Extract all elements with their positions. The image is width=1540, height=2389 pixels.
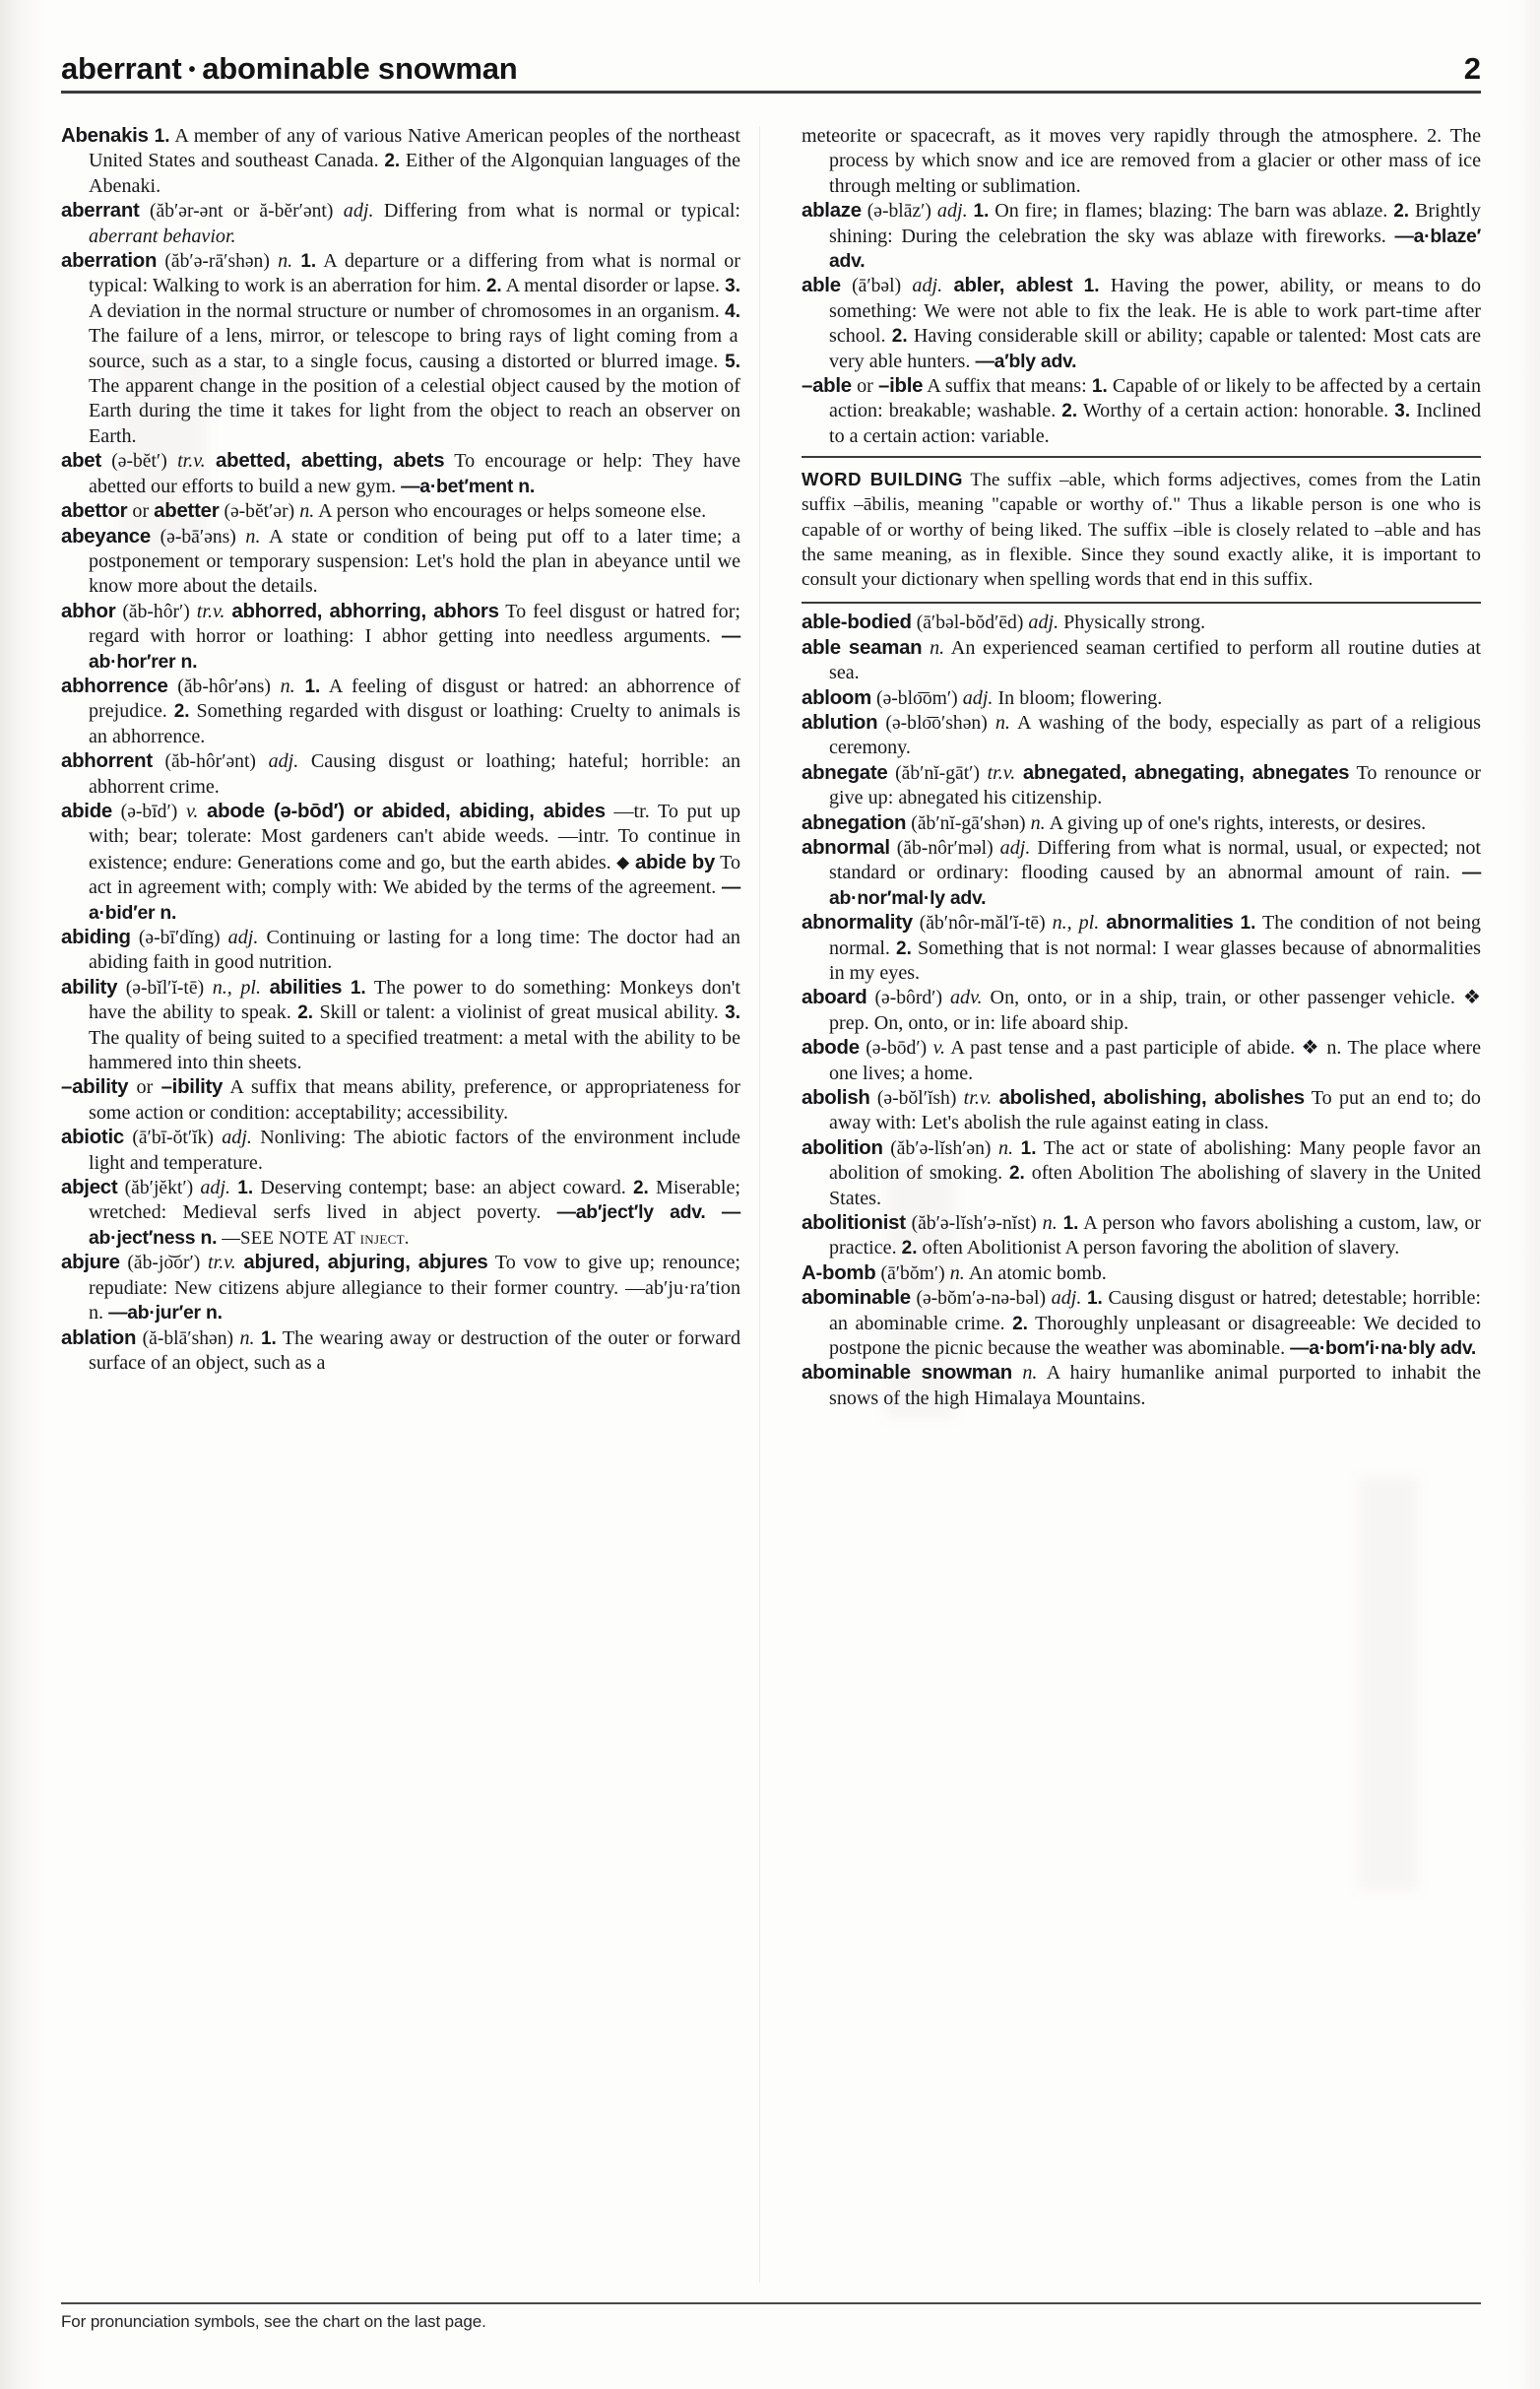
entry-definition: Causing disgust or hatred; detestable; horrible: an abominable crime. <box>829 1287 1481 1334</box>
sense-number: 1. <box>1091 376 1108 398</box>
entry-definition: The failure of a lens, mirror, or telescope to bring rays of light coming from a source, such as a star, to a single focus, causing a distorted or blurred image. <box>89 325 738 372</box>
entry-example: aberrant behavior. <box>89 225 236 247</box>
dictionary-entry <box>61 600 740 675</box>
entry-part-of-speech: n. <box>299 500 315 523</box>
entry-headword: aberration <box>61 250 158 273</box>
entry-pronunciation: (ə-bā′əns) <box>160 526 236 548</box>
entry-run-on-form: —a·bid′er n. <box>89 876 740 924</box>
entry-run-on-form: —a·bom′i·na·bly adv. <box>1290 1337 1477 1360</box>
sense-number: 2. <box>1008 1163 1025 1185</box>
entry-part-of-speech: adj. <box>912 275 943 297</box>
entry-headword: ability <box>61 976 118 999</box>
entry-variant: –ibility <box>160 1076 224 1099</box>
dictionary-entry <box>61 675 740 749</box>
scan-edge-shadow-right <box>1507 0 1540 2389</box>
entry-definition: Nonliving: The abiotic factors of the environment include light and temperature. <box>89 1127 740 1174</box>
dictionary-entry <box>802 274 1481 374</box>
entry-part-of-speech: adj. <box>200 1177 231 1199</box>
entry-inflections: abetted, abetting, abets <box>216 450 445 473</box>
sense-number: 2. <box>891 326 908 348</box>
dictionary-entry <box>802 374 1481 449</box>
entry-pronunciation: (ə-blo͞om′) <box>876 687 958 709</box>
entry-part-of-speech: n. <box>245 525 261 548</box>
word-building-box <box>802 456 1481 604</box>
entry-part-of-speech: n. <box>1042 1212 1058 1235</box>
entry-headword: abhor <box>61 600 116 622</box>
entry-part-of-speech: n. <box>278 250 293 273</box>
sense-number: 2. <box>896 937 912 959</box>
dictionary-entry <box>61 449 740 499</box>
sense-number: 2. <box>173 701 190 723</box>
dictionary-entry <box>61 1251 740 1325</box>
entry-part-of-speech: tr.v. <box>196 600 225 622</box>
running-head-left: aberrant <box>61 51 182 86</box>
entry-definition: In bloom; flowering. <box>993 686 1163 709</box>
dictionary-entry <box>61 199 740 249</box>
sense-number: 3. <box>725 1002 740 1024</box>
entry-continuation-text: meteorite or spacecraft, as it moves very rapidly through the atmosphere. 2. The process by which snow and ice are removed from a glacier or other mass of ice through melting or sublimation. <box>802 125 1481 197</box>
entry-headword: abolish <box>802 1087 870 1110</box>
entry-run-on-form: —ab·hor′rer n. <box>89 625 740 673</box>
entry-definition: To feel disgust or hatred for; regard with horror or loathing: I abhor getting into needless arguments. <box>89 600 740 648</box>
entry-part-of-speech: adj. <box>1028 612 1059 634</box>
entry-pronunciation: (ā′bŏm′) <box>880 1262 945 1284</box>
dictionary-entry <box>61 749 740 800</box>
entry-definition: An experienced seaman certified to perform all routine duties at sea. <box>829 636 1481 684</box>
entry-part-of-speech: adj. <box>1051 1287 1082 1310</box>
entry-headword: abiding <box>61 927 131 948</box>
entry-definition: The power to do something: Monkeys don't have the ability to speak. <box>89 976 740 1024</box>
entry-part-of-speech: n., pl. <box>1052 912 1100 935</box>
dictionary-entry <box>802 761 1481 811</box>
entry-definition: The wearing away or destruction of the outer or forward surface of an object, such as a <box>89 1326 741 1374</box>
running-head-right: abominable snowman <box>202 51 518 86</box>
entry-part-of-speech: adj. <box>268 750 299 773</box>
entry-definition: Either of the Algonquian languages of the Abenaki. <box>89 150 740 197</box>
entry-headword: abettor <box>61 500 128 523</box>
entry-variant: abetter <box>154 500 220 523</box>
entry-definition: A suffix that means ability, preference, or appropriateness for some action or condition: acceptability; accessibility. <box>89 1076 740 1124</box>
entry-headword: able <box>802 275 841 297</box>
word-building-text: The suffix –able, which forms adjectives, comes from the Latin suffix –ābilis, meaning "capable or worthy of." Thus a likable person is one who is capable of or worthy of being liked. The suffix –ible is closely related to –able and has the same meaning, as in flexible. Since they sound exactly alike, it is important to consult your dictionary when spelling words that end in this suffix. <box>802 470 1481 591</box>
sense-number: 1. <box>350 977 366 999</box>
entry-pronunciation: (ăb′nôr-măl′ĭ-tē) <box>919 913 1046 935</box>
entry-headword: abolitionist <box>802 1212 906 1235</box>
entry-pronunciation: (ə-bōd′) <box>866 1038 928 1060</box>
entry-definition <box>342 977 351 999</box>
entry-pronunciation: (ăb′ər-ənt or ă-bĕr′ənt) <box>149 201 334 223</box>
entry-headword: ablation <box>61 1326 137 1349</box>
entry-definition: A state or condition of being put off to a later time; a postponement or temporary suspension: Let's hold the plan in abeyance until we know more about the details. <box>89 525 741 598</box>
entry-part-of-speech: adj. <box>227 927 259 948</box>
entry-headword: ablution <box>802 711 878 734</box>
dictionary-entry <box>802 1036 1481 1086</box>
entry-headword: abnegate <box>802 761 888 784</box>
entry-definition: Causing disgust or loathing; hateful; horrible: an abhorrent crime. <box>89 750 740 798</box>
entry-definition: Continuing or lasting for a long time: The doctor had an abiding faith in good nutrition. <box>89 927 740 974</box>
entry-part-of-speech: n. <box>998 1136 1014 1159</box>
entry-definition <box>1072 275 1083 296</box>
entry-headword: able-bodied <box>802 612 912 634</box>
footer-rule <box>61 2302 1481 2304</box>
sense-number: 2. <box>1393 201 1410 223</box>
entry-headword: abide <box>61 800 113 822</box>
dictionary-entry <box>802 1086 1481 1136</box>
entry-headword: abjure <box>61 1252 120 1274</box>
entry-pronunciation: (ə-bĕt′) <box>111 451 167 473</box>
entry-definition: A deviation in the normal structure or number of chromosomes in an organism. <box>89 299 726 322</box>
dictionary-entry <box>802 711 1481 761</box>
dictionary-entry <box>802 686 1481 711</box>
entry-definition: Miserable; wretched: Medieval serfs lived in abject poverty. <box>89 1177 740 1224</box>
entry-variant-conj: or <box>132 500 155 523</box>
entry-pronunciation: (ā′bəl) <box>852 276 902 297</box>
entry-part-of-speech: adj. <box>343 200 374 223</box>
entry-headword: abiotic <box>61 1127 124 1149</box>
entry-inflections: abolished, abolishing, abolishes <box>998 1087 1305 1110</box>
sense-number: 4. <box>725 300 740 322</box>
entry-pronunciation: (ə-bŏl′ĭsh) <box>876 1088 957 1110</box>
entry-pronunciation: (ā′bī-ŏt′ĭk) <box>132 1128 214 1149</box>
dictionary-entry <box>802 1211 1481 1261</box>
entry-definition: A person who encourages or helps someone else. <box>314 500 707 523</box>
entry-headword: abolition <box>802 1136 883 1159</box>
entry-part-of-speech: adj. <box>222 1127 252 1149</box>
sense-number: 2. <box>632 1178 649 1199</box>
entry-definition: The quality of being suited to a specified treatment: a metal with the ability to be hammered into thin sheets. <box>89 1026 740 1074</box>
entry-pronunciation: (ăb′jĕkt′) <box>124 1178 194 1199</box>
dictionary-entry <box>802 199 1481 274</box>
entry-pronunciation: (ə-bĭl′ĭ-tē) <box>125 977 205 999</box>
entry-pronunciation: (ăb-hôr′əns) <box>177 676 271 697</box>
sense-number: 1. <box>1240 913 1256 935</box>
entry-headword: abnormal <box>802 836 890 859</box>
sense-number: 1. <box>154 126 170 147</box>
entry-pronunciation: (ăb-hôr′) <box>122 601 190 622</box>
entry-variant-conj: or <box>136 1076 161 1099</box>
sense-number: 1. <box>1086 1288 1103 1310</box>
entry-definition: Physically strong. <box>1059 612 1206 634</box>
entry-definition: A departure or a differing from what is normal or typical: Walking to work is an aberration for him. <box>89 250 740 297</box>
column-right <box>802 124 1481 2287</box>
entry-headword: abloom <box>802 686 872 709</box>
entry-part-of-speech: tr.v. <box>987 761 1016 784</box>
sense-number: 3. <box>1394 401 1411 422</box>
entry-pronunciation: (ə-bôrd′) <box>874 988 942 1009</box>
sense-number: 1. <box>304 676 321 697</box>
entry-inflections: abode (ə-bōd′) or abided, abiding, abides <box>207 800 606 822</box>
entry-definition: —tr. To put up with; bear; tolerate: Most gardeners can't abide weeds. —intr. To continue in existence; endure: Generations come and go, but the earth abides. <box>89 800 740 873</box>
entry-variant-conj: or <box>857 375 878 398</box>
entry-variant: –ible <box>877 375 924 398</box>
entry-definition: The apparent change in the position of a celestial object caused by the motion of Earth during the time it takes for light from the object to reach an observer on Earth. <box>89 375 740 447</box>
entry-pronunciation: (ā′bəl-bŏd′ēd) <box>916 613 1024 634</box>
entry-pronunciation: (ə-bŏm′ə-nə-bəl) <box>916 1288 1047 1310</box>
running-head <box>61 51 1481 87</box>
entry-inflections: abjured, abjuring, abjures <box>243 1252 488 1274</box>
entry-definition: often Abolitionist A person favoring the abolition of slavery. <box>917 1237 1400 1259</box>
dictionary-entry <box>802 636 1481 686</box>
entry-definition: Deserving contempt; base: an abject coward. <box>253 1177 633 1199</box>
entry-definition: Skill or talent: a violinist of great musical ability. <box>313 1001 726 1024</box>
entry-part-of-speech: n. <box>1030 811 1046 834</box>
entry-definition: Having considerable skill or ability; capable or talented: Most cats are very able hunters. <box>829 325 1481 372</box>
entry-pronunciation: (ăb′nĭ-gā′shən) <box>911 812 1026 834</box>
page-number: 2 <box>1463 51 1481 86</box>
scan-edge-shadow-left <box>0 0 45 2389</box>
entry-headword: abet <box>61 450 101 473</box>
entry-headword: –able <box>802 375 852 398</box>
entry-part-of-speech: n. <box>280 675 295 697</box>
entry-definition <box>295 676 305 697</box>
entry-run-on-form: —a′bly adv. <box>975 350 1077 372</box>
entry-part-of-speech: adv. <box>950 987 983 1009</box>
entry-headword: abode <box>802 1037 860 1060</box>
entry-phrase: abide by <box>634 851 716 873</box>
entry-definition: The condition of not being normal. <box>829 912 1481 959</box>
dictionary-entry <box>61 525 740 600</box>
entry-headword: abominable <box>802 1287 911 1310</box>
dictionary-entry <box>802 1286 1481 1361</box>
dictionary-entry <box>802 911 1481 986</box>
entry-inflections: abler, ablest <box>953 275 1073 297</box>
dictionary-entry <box>802 1261 1481 1286</box>
entry-run-on-form: —ab·nor′mal·ly adv. <box>829 862 1482 909</box>
dictionary-entry <box>802 986 1481 1036</box>
entry-part-of-speech: n. <box>995 711 1010 734</box>
sense-number: 2. <box>485 276 502 297</box>
entry-inflections: abnormalities <box>1106 912 1234 935</box>
entry-run-on-form: —a·bet′ment n. <box>401 475 535 497</box>
dictionary-entry <box>61 124 740 199</box>
entry-run-on-form: —ab·jur′er n. <box>108 1302 223 1324</box>
entry-part-of-speech: n. <box>949 1261 965 1284</box>
entry-headword: –ability <box>61 1076 129 1099</box>
entry-part-of-speech: tr.v. <box>963 1087 993 1110</box>
sense-number: 1. <box>1083 276 1100 297</box>
entry-part-of-speech: adj. <box>962 686 994 709</box>
entry-definition <box>1234 912 1241 934</box>
entry-headword: abhorrence <box>61 675 168 697</box>
entry-pronunciation: (ăb-hôr′ənt) <box>164 751 256 773</box>
entry-inflections: abilities <box>269 976 343 999</box>
entry-definition: A hairy humanlike animal purported to inhabit the snows of the high Himalaya Mountains. <box>829 1362 1482 1409</box>
sense-number: 2. <box>901 1238 918 1259</box>
entry-definition: Differing from what is normal or typical: <box>373 200 740 223</box>
phrase-diamond-icon: ◆ <box>616 852 630 872</box>
entry-run-on-form: —a·blaze′ adv. <box>829 225 1481 273</box>
entry-part-of-speech: adj. <box>999 836 1031 859</box>
entry-cross-reference: —SEE NOTE AT inject. <box>222 1227 410 1249</box>
entry-headword: abominable snowman <box>802 1362 1012 1385</box>
entry-definition: Brightly shining: During the celebration the sky was ablaze with fireworks. <box>829 200 1481 247</box>
sense-number: 2. <box>384 151 401 172</box>
dictionary-entry <box>802 811 1481 836</box>
entry-part-of-speech: v. <box>185 800 199 822</box>
entry-definition: A past tense and a past participle of abide. ❖ n. The place where one lives; a home. <box>829 1037 1482 1084</box>
entry-part-of-speech: n. <box>239 1326 255 1349</box>
sense-number: 1. <box>973 201 990 223</box>
entry-definition: A suffix that means: <box>923 375 1092 398</box>
entry-definition <box>1013 1137 1021 1159</box>
entry-pronunciation: (ə-bī′dĭng) <box>138 928 221 948</box>
column-left <box>61 124 740 2287</box>
footer-note: For pronunciation symbols, see the chart on the last page. <box>61 2312 486 2331</box>
entry-definition: Thoroughly unpleasant or disagreeable: We decided to postpone the picnic because the weather was abominable. <box>829 1312 1481 1360</box>
dictionary-entry <box>61 976 740 1076</box>
entry-part-of-speech: n., pl. <box>212 976 262 999</box>
dictionary-entry <box>802 611 1481 635</box>
entry-definition: often Abolition The abolishing of slavery in the United States. <box>829 1162 1481 1209</box>
sense-number: 1. <box>260 1327 277 1349</box>
entry-part-of-speech: n. <box>1022 1362 1038 1385</box>
entry-part-of-speech: adj. <box>936 200 968 223</box>
entry-headword: able seaman <box>802 636 923 659</box>
entry-headword: abnormality <box>802 912 913 935</box>
running-head-words <box>61 51 518 87</box>
entry-definition: A mental disorder or lapse. <box>501 275 726 297</box>
entry-headword: A-bomb <box>802 1261 876 1284</box>
sense-number: 2. <box>1061 401 1078 422</box>
entry-definition: To renounce or give up: abnegated his citizenship. <box>829 761 1481 809</box>
dictionary-entry <box>802 836 1481 911</box>
entry-headword: ablaze <box>802 200 862 223</box>
entry-definition: Worthy of a certain action: honorable. <box>1077 400 1395 422</box>
dictionary-entry <box>61 1126 740 1176</box>
sense-number: 1. <box>1062 1213 1079 1235</box>
entry-pronunciation: (ə-blāz′) <box>866 201 931 223</box>
dictionary-entry <box>61 1176 740 1251</box>
dictionary-entry <box>61 249 740 449</box>
entry-headword: Abenakis <box>61 125 149 147</box>
entry-pronunciation: (ăb′ə-lĭsh′ən) <box>890 1137 992 1159</box>
entry-definition: Something regarded with disgust or loathing: Cruelty to animals is an abhorrence. <box>89 700 740 747</box>
entry-definition: The act or state of abolishing: Many people favor an abolition of smoking. <box>829 1136 1481 1185</box>
entry-pronunciation: (ăb′ə-rā′shən) <box>164 251 270 273</box>
entry-part-of-speech: v. <box>932 1037 946 1060</box>
entry-part-of-speech: tr.v. <box>177 450 206 473</box>
entry-definition: On, onto, or in a ship, train, or other passenger vehicle. ❖ prep. On, onto, or in: life aboard ship. <box>829 987 1481 1034</box>
entry-definition: Capable of or likely to be affected by a certain action: breakable; washable. <box>829 375 1481 422</box>
dictionary-entry <box>802 1361 1481 1411</box>
entry-part-of-speech: tr.v. <box>208 1252 236 1274</box>
entry-definition: To vow to give up; renounce; repudiate: New citizens abjure allegiance to their former country. —ab′ju·ra′tion n. <box>89 1252 740 1324</box>
header-rule <box>61 91 1481 94</box>
entry-definition: On fire; in flames; blazing: The barn was ablaze. <box>989 200 1394 223</box>
dictionary-entry <box>61 499 740 524</box>
word-building-label: WORD BUILDING <box>802 469 963 490</box>
entry-pronunciation: (ăb′nĭ-gāt′) <box>895 762 980 784</box>
entry-definition: An atomic bomb. <box>964 1261 1107 1284</box>
sense-number: 1. <box>237 1178 254 1199</box>
entry-part-of-speech: n. <box>930 636 945 659</box>
dictionary-entry <box>61 926 740 976</box>
dictionary-entry <box>61 800 740 926</box>
entry-headword: abnegation <box>802 811 907 834</box>
entry-definition: A member of any of various Native American peoples of the northeast United States and southeast Canada. <box>89 125 740 172</box>
entry-headword: abhorrent <box>61 750 153 773</box>
entry-definition: Having the power, ability, or means to do something: We were not able to fix the leak. He is able to work part-time after school. <box>829 275 1481 348</box>
running-head-bullet-icon: • <box>188 59 196 81</box>
entry-definition: To encourage or help: They have abetted our efforts to build a new gym. <box>89 450 741 497</box>
entry-run-on-form: —ab′ject′ly adv. —ab·ject′ness n. <box>89 1201 740 1249</box>
entry-headword: abeyance <box>61 525 151 548</box>
entry-phrase-definition: To act in agreement with; comply with: We abided by the terms of the agreement. <box>89 851 741 899</box>
entry-pronunciation: (ă-blā′shən) <box>142 1327 234 1349</box>
dictionary-entry <box>61 1075 740 1126</box>
word-building-paragraph <box>802 467 1481 592</box>
entry-definition: A person who favors abolishing a custom, law, or practice. <box>829 1212 1481 1259</box>
entry-definition: To put an end to; do away with: Let's abolish the rule against eating in class. <box>829 1087 1481 1134</box>
dictionary-entry <box>802 1136 1481 1211</box>
entry-pronunciation: (ə-bĕt′ər) <box>224 501 295 523</box>
sense-number: 2. <box>297 1002 314 1024</box>
sense-number: 5. <box>725 351 740 372</box>
page-columns <box>61 124 1481 2287</box>
entry-definition: Differing from what is normal, usual, or expected; not standard or ordinary: flooding caused by an abnormal amount of rain. <box>829 836 1481 884</box>
entry-headword: aboard <box>802 987 867 1009</box>
entry-pronunciation: (ə-bīd′) <box>120 801 178 822</box>
entry-definition: Something that is not normal: I wear glasses because of abnormalities in my eyes. <box>829 936 1481 984</box>
entry-headword: aberrant <box>61 200 140 223</box>
entry-pronunciation: (ăb′ə-lĭsh′ə-nĭst) <box>911 1213 1037 1235</box>
entry-pronunciation: (ăb-jo͝or′) <box>127 1253 201 1274</box>
entry-definition: Inclined to a certain action: variable. <box>829 400 1481 447</box>
entry-definition: A giving up of one's rights, interests, or desires. <box>1045 811 1427 834</box>
entry-definition: A washing of the body, especially as part of a religious ceremony. <box>829 711 1481 759</box>
entry-pronunciation: (ə-blo͞o′shən) <box>885 712 988 734</box>
entry-inflections: abnegated, abnegating, abnegates <box>1022 761 1350 784</box>
entry-pronunciation: (ăb-nôr′məl) <box>896 837 994 859</box>
sense-number: 1. <box>1020 1137 1037 1159</box>
sense-number: 1. <box>300 251 317 273</box>
sense-number: 3. <box>725 276 741 297</box>
entry-definition: A feeling of disgust or hatred: an abhorrence of prejudice. <box>89 675 741 723</box>
dictionary-entry <box>61 1326 740 1377</box>
entry-headword: abject <box>61 1177 118 1199</box>
entry-continuation <box>802 124 1481 199</box>
sense-number: 2. <box>1012 1313 1028 1334</box>
entry-inflections: abhorred, abhorring, abhors <box>231 600 499 622</box>
